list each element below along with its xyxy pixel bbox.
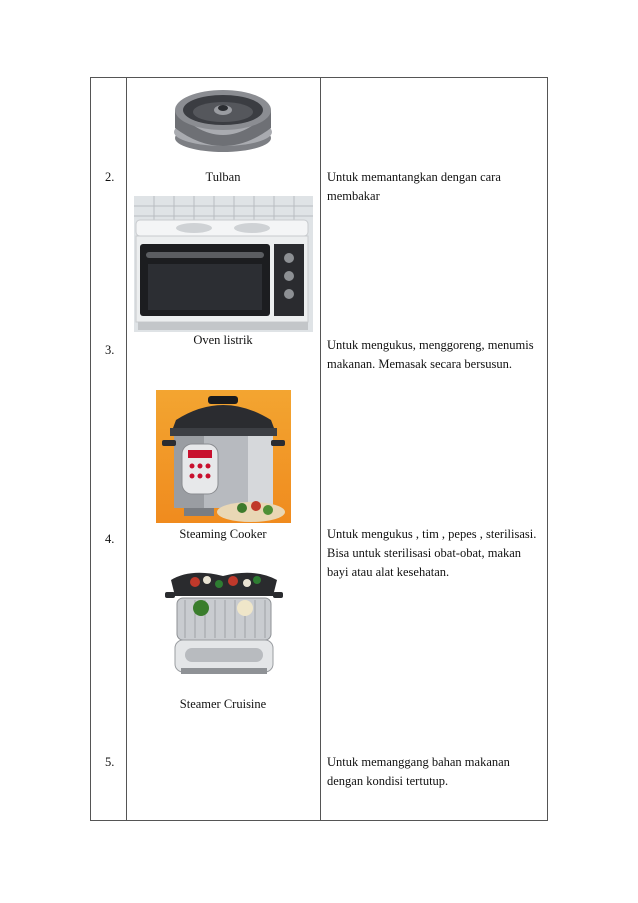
item-caption: Steaming Cooker bbox=[179, 527, 267, 541]
item-description: Untuk memanggang bahan makanan dengan kondisi tertutup. bbox=[327, 755, 510, 788]
row-number: 4. bbox=[105, 532, 115, 546]
item-caption: Steamer Cruisine bbox=[179, 697, 267, 711]
row-number: 2. bbox=[105, 170, 115, 184]
pressure-cooker-image bbox=[156, 390, 291, 523]
item-description: Untuk mengukus, menggoreng, menumis makanan. Memasak secara bersusun. bbox=[327, 338, 534, 371]
item-caption: Tulban bbox=[205, 170, 241, 184]
row-number: 3. bbox=[105, 343, 115, 357]
food-steamer-image bbox=[161, 568, 287, 686]
item-description: Untuk memantangkan dengan cara membakar bbox=[327, 170, 501, 203]
row-number: 5. bbox=[105, 755, 115, 769]
equipment-table bbox=[90, 77, 548, 821]
item-caption: Oven listrik bbox=[193, 333, 253, 347]
bundt-pan-image bbox=[171, 80, 275, 160]
column-divider bbox=[320, 78, 321, 820]
item-description: Untuk mengukus , tim , pepes , sterilisasi. Bisa untuk sterilisasi obat-obat, makan bayi atau alat kesehatan. bbox=[327, 527, 537, 579]
electric-oven-image bbox=[134, 196, 313, 332]
